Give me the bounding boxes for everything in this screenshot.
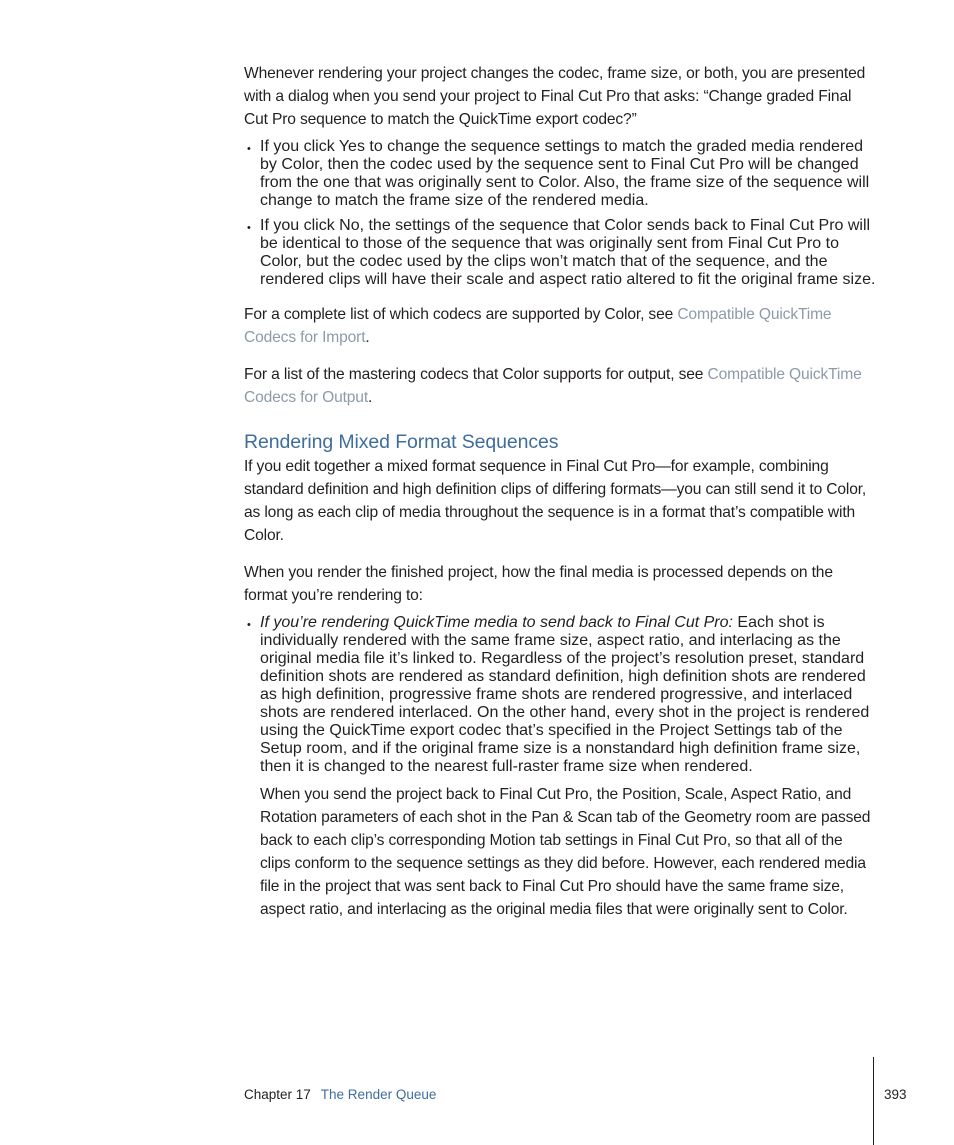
paragraph-end: .	[365, 329, 370, 346]
page-content	[244, 62, 876, 921]
list-item	[244, 614, 876, 921]
import-codecs-link[interactable]: Compatible QuickTime Codecs for Import	[244, 306, 832, 346]
paragraph-text: For a list of the mastering codecs that Color supports for output, see	[244, 366, 708, 383]
list-item-continuation: When you send the project back to Final Cut Pro, the Position, Scale, Aspect Ratio, and Rotation parameters of each shot in the Pan & Scan tab of the Geometry room are passed back to each clip’s corresponding Motion tab settings in Final Cut Pro, so that all of the clips conform to the sequence settings as they did before. However, each rendered media file in the project that was sent back to Final Cut Pro should have the same frame size, aspect ratio, and interlacing as the original media files that were originally sent to Color.	[260, 786, 871, 918]
paragraph-text: For a complete list of which codecs are supported by Color, see	[244, 306, 678, 323]
list-item: • If you click Yes to change the sequence settings to match the graded media rendered by Color, then the codec used by the sequence sent to Final Cut Pro will be changed from the one that was originally sent to Color. Also, the frame size of the sequence will change to match the frame size of the rendered media.	[244, 138, 876, 210]
footer-chapter: Chapter 17	[244, 1087, 311, 1102]
render-paragraph: When you render the finished project, how the final media is processed depends on the format you’re rendering to:	[244, 564, 833, 604]
bullet-list-render-formats	[244, 614, 876, 921]
output-codecs-paragraph	[244, 363, 876, 409]
bullet-list-dialog-options	[244, 138, 876, 289]
import-codecs-paragraph	[244, 303, 876, 349]
intro-paragraph: Whenever rendering your project changes the codec, frame size, or both, you are presented with a dialog when you send your project to Final Cut Pro that asks: “Change graded Final Cut Pro sequence to match the QuickTime export codec?”	[244, 65, 866, 128]
footer-divider	[873, 1057, 874, 1145]
output-codecs-link[interactable]: Compatible QuickTime Codecs for Output	[244, 366, 862, 406]
paragraph-end: .	[368, 389, 373, 406]
list-item-text: Each shot is individually rendered with the same frame size, aspect ratio, and interlacing as the original media file it’s linked to. Regardless of the project’s resolution preset, standard definition shots are rendered as standard definition, high definition shots are rendered as high definition, progressive frame shots are rendered progressive, and interlaced shots are rendered interlaced. On the other hand, every shot in the project is rendered using the QuickTime export codec that’s specified in the Project Settings tab of the Setup room, and if the original frame size is a nonstandard high definition frame size, then it is changed to the nearest full-raster frame size when rendered.	[260, 614, 870, 775]
list-item: • If you click No, the settings of the sequence that Color sends back to Final Cut Pro will be identical to those of the sequence that was originally sent from Final Cut Pro to Color, but the codec used by the clips won’t match that of the sequence, and the rendered clips will have their scale and aspect ratio altered to fit the original frame size.	[244, 217, 876, 289]
mixed-format-paragraph: If you edit together a mixed format sequence in Final Cut Pro—for example, combining standard definition and high definition clips of differing formats—you can still send it to Color, as long as each clip of media throughout the sequence is in a format that’s compatible with Color.	[244, 458, 867, 544]
section-heading: Rendering Mixed Format Sequences	[244, 431, 559, 453]
page-number: 393	[884, 1087, 907, 1102]
footer-chapter-title[interactable]: The Render Queue	[320, 1087, 437, 1102]
page-footer	[244, 1086, 436, 1104]
list-item-lead: If you’re rendering QuickTime media to send back to Final Cut Pro:	[260, 614, 733, 631]
